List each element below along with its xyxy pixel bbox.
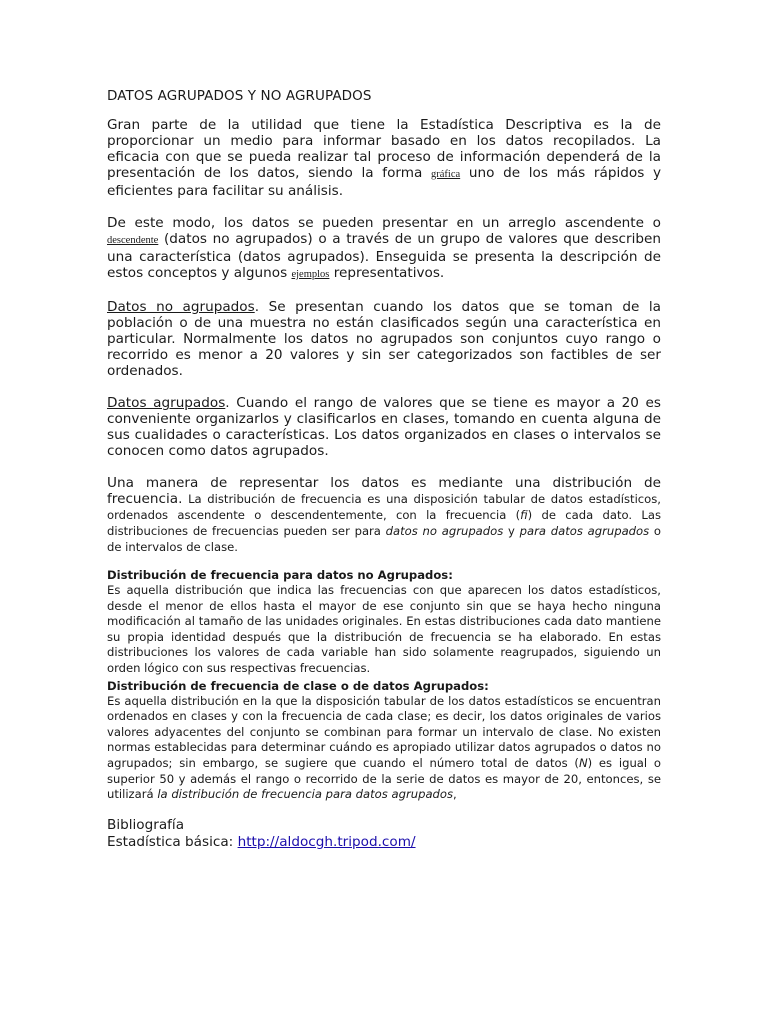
document-body <box>107 88 661 851</box>
bibliography-label: Estadística básica: <box>107 833 238 850</box>
bibliography-link[interactable]: http://aldocgh.tripod.com/ <box>237 833 416 850</box>
descendente-link[interactable]: descendente <box>107 235 159 246</box>
grouped-text: . Cuando el rango de valores que se tiene es mayor a 20 es conveniente organizarlos y clasificarlos en clases, tomando en cuenta alguna de sus cualidades o características. Los datos organizados en clases o intervalos se conocen como datos agrupados. <box>107 395 661 459</box>
presentation-text-b: (datos no agrupados) o a través de un grupo de valores que describen una característica (datos agrupados). Enseguida se presenta la descripción de estos conceptos y algunos <box>107 231 661 281</box>
ungrouped-italic: datos no agrupados <box>385 524 504 538</box>
frequency-text-c: ) de cada dato. Las distribuciones de frecuencias pueden ser para <box>107 508 662 538</box>
intro-text-a: Gran parte de la utilidad que tiene la Estadística Descriptiva es la de proporcionar un medio para informar basado en los datos recopilados. La eficacia con que se pueda realizar tal proceso de información dependerá de la presentación de los datos, siendo la forma <box>107 117 661 181</box>
fi-symbol: fi <box>520 508 528 522</box>
ungrouped-distribution-text: Es aquella distribución que indica las frecuencias con que aparecen los datos estadísticos, desde el menor de ellos hasta el mayor de ese conjunto sin que se haya hecho ninguna modificación al tamaño de las unidades originales. En estas distribuciones cada dato mantiene su propia identidad después que la distribución de frecuencia se ha elaborado. En estas distribuciones los valores de cada variable han sido solamente reagrupados, siguiendo un orden lógico con sus respectivas frecuencias. <box>107 583 661 675</box>
grafica-link[interactable]: gráfica <box>431 169 461 180</box>
grouped-distribution-italic: la distribución de frecuencia para datos agrupados <box>157 787 454 802</box>
n-symbol: N <box>578 755 588 770</box>
frequency-text-d: y <box>503 524 520 538</box>
frequency-text-a: Una manera de representar los datos es mediante una distribución de frecuencia. <box>107 475 661 507</box>
ungrouped-term: Datos no agrupados <box>107 299 255 315</box>
ungrouped-paragraph <box>107 299 661 379</box>
grouped-distribution-heading: Distribución de frecuencia de clase o de datos Agrupados: <box>107 678 489 693</box>
document-title: DATOS AGRUPADOS Y NO AGRUPADOS <box>107 88 372 104</box>
grouped-italic: para datos agrupados <box>519 524 650 538</box>
ungrouped-distribution-heading: Distribución de frecuencia para datos no Agrupados: <box>107 568 453 582</box>
grouped-distribution-text <box>107 694 661 803</box>
grouped-paragraph <box>107 395 661 459</box>
presentation-text-c: representativos. <box>329 265 445 281</box>
grouped-distribution-text-c: , <box>453 787 457 802</box>
intro-text-b: uno de los más rápidos y eficientes para facilitar su análisis. <box>107 165 661 199</box>
frequency-text-b: La distribución de frecuencia es una disposición tabular de datos estadísticos, ordenados ascendente o descendentemente, con la frecuencia ( <box>107 492 661 522</box>
presentation-paragraph <box>107 215 661 283</box>
frequency-paragraph <box>107 475 661 555</box>
ungrouped-text: . Se presentan cuando los datos que se toman de la población o de una muestra no están clasificados según una característica en particular. Normalmente los datos no agrupados son conjuntos cuyo rango o recorrido es menor a 20 valores y sin ser categorizados son factibles de ser ordenados. <box>107 299 661 379</box>
bibliography-entry <box>107 834 661 851</box>
intro-paragraph <box>107 117 661 199</box>
presentation-text-a: De este modo, los datos se pueden presentar en un arreglo ascendente o <box>107 215 661 231</box>
bibliography-heading: Bibliografía <box>107 816 185 833</box>
grouped-distribution-text-a: Es aquella distribución en la que la disposición tabular de los datos estadísticos se encuentran ordenados en clases y con la frecuencia de cada clase; es decir, los datos originales de varios valores adyacentes del conjunto se combinan para formar un intervalo de clase. No existen normas establecidas para determinar cuándo es apropiado utilizar datos agrupados o datos no agrupados; sin embargo, se sugiere que cuando el número total de datos ( <box>107 693 661 770</box>
frequency-text-e: o de intervalos de clase. <box>107 524 662 554</box>
grouped-term: Datos agrupados <box>107 395 226 411</box>
ejemplos-link[interactable]: ejemplos <box>291 269 330 280</box>
grouped-distribution-text-b: ) es igual o superior 50 y además el rango o recorrido de la serie de datos es mayor de 20, entonces, se utilizará <box>107 755 661 802</box>
